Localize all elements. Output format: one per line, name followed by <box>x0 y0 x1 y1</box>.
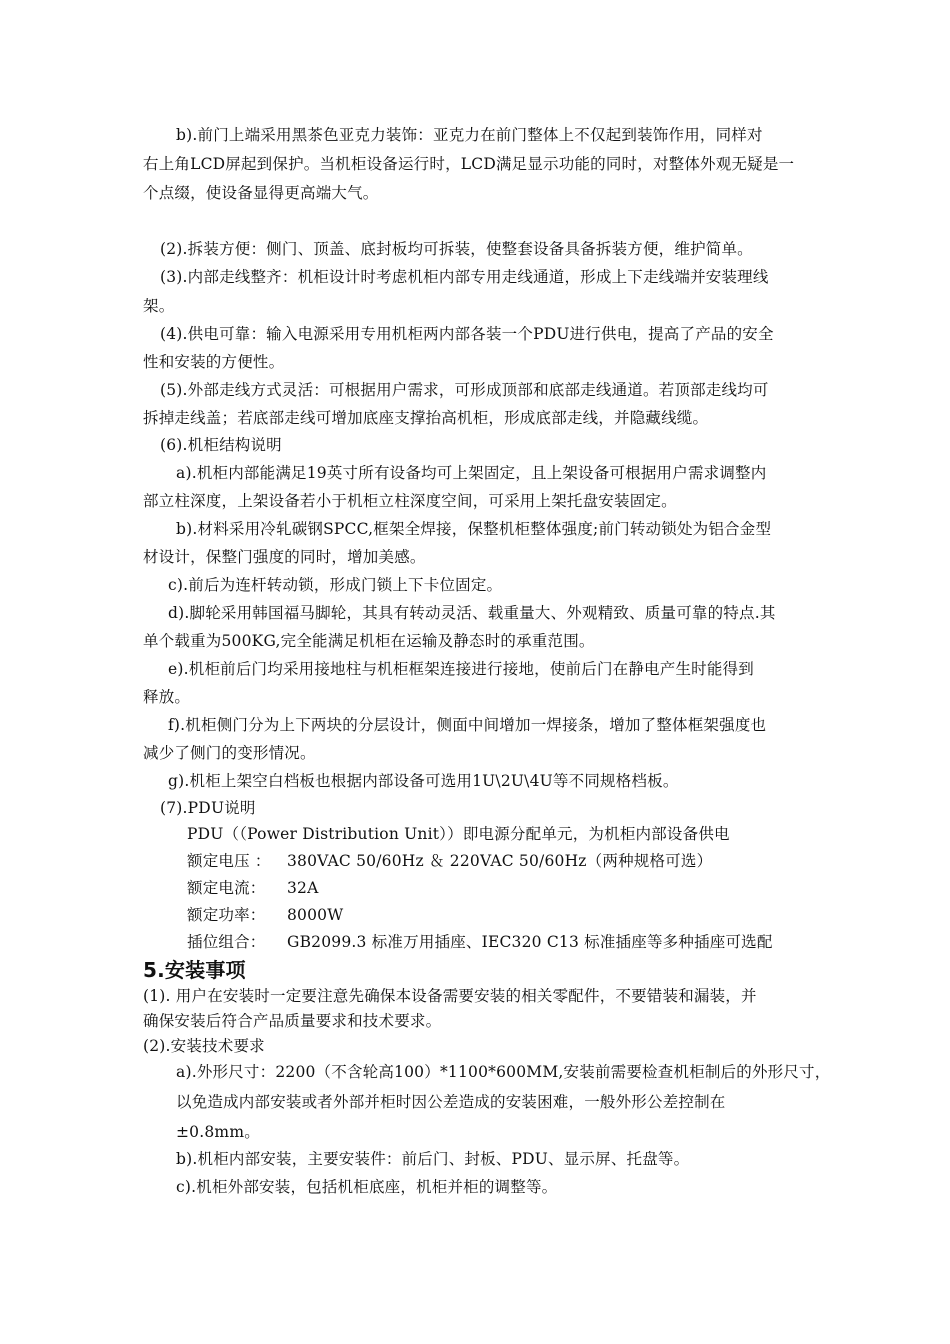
pdu-spec-sockets <box>187 931 773 953</box>
pdu-spec-voltage <box>187 850 712 872</box>
pdu-spec-value: 8000W <box>287 906 344 924</box>
feature-6-title: (6).机柜结构说明 <box>160 436 282 454</box>
pdu-spec-value: GB2099.3 标准万用插座、IEC320 C13 标准插座等多种插座可选配 <box>287 933 773 951</box>
feature-2: (2).拆装方便：侧门、顶盖、底封板均可拆装，使整套设备具备拆装方便，维护简单。 <box>160 240 753 258</box>
install-2a-line-1: a).外形尺寸：2200（不含轮高100）*1100*600MM,安装前需要检查机柜制后的外形尺寸， <box>176 1063 831 1081</box>
pdu-spec-current <box>187 877 319 899</box>
door-paragraph-line-1: b).前门上端采用黑茶色亚克力装饰：亚克力在前门整体上不仅起到装饰作用，同样对 <box>176 126 763 144</box>
install-2b: b).机柜内部安装，主要安装件：前后门、封板、PDU、显示屏、托盘等。 <box>176 1150 690 1168</box>
feature-6d-line-1: d).脚轮采用韩国福马脚轮，其具有转动灵活、载重量大、外观精致、质量可靠的特点.其 <box>168 604 776 622</box>
pdu-spec-key: 额定电流： <box>187 879 266 897</box>
pdu-spec-value: 380VAC 50/60Hz ＆ 220VAC 50/60Hz（两种规格可选） <box>287 852 713 870</box>
feature-6d-line-2: 单个载重为500KG,完全能满足机柜在运输及静态时的承重范围。 <box>143 632 595 650</box>
install-2a-line-3: ±0.8mm。 <box>176 1123 260 1141</box>
pdu-spec-key: 插位组合： <box>187 933 266 951</box>
feature-6c: c).前后为连杆转动锁，形成门锁上下卡位固定。 <box>168 576 503 594</box>
feature-6b-line-1: b).材料采用冷轧碳钢SPCC,框架全焊接，保整机柜整体强度;前门转动锁处为铝合金型 <box>176 520 772 538</box>
feature-3-line-1: (3).内部走线整齐：机柜设计时考虑机柜内部专用走线通道，形成上下走线端并安装理线 <box>160 268 769 286</box>
pdu-spec-key: 额定功率： <box>187 906 266 924</box>
door-paragraph-line-3: 个点缀，使设备显得更高端大气。 <box>143 184 379 202</box>
feature-6f-line-2: 减少了侧门的变形情况。 <box>143 744 316 762</box>
feature-6g: g).机柜上架空白档板也根据内部设备可选用1U\2U\4U等不同规格档板。 <box>168 772 679 790</box>
install-1-line-2: 确保安装后符合产品质量要求和技术要求。 <box>143 1012 442 1030</box>
install-heading: 5.安装事项 <box>143 958 246 982</box>
feature-7-title: (7).PDU说明 <box>160 799 256 817</box>
feature-6f-line-1: f).机柜侧门分为上下两块的分层设计，侧面中间增加一焊接条，增加了整体框架强度也 <box>168 716 767 734</box>
feature-5-line-1: (5).外部走线方式灵活：可根据用户需求，可形成顶部和底部走线通道。若顶部走线均可 <box>160 381 769 399</box>
pdu-spec-power <box>187 904 343 926</box>
install-2a-line-2: 以免造成内部安装或者外部并柜时因公差造成的安装困难，一般外形公差控制在 <box>176 1093 726 1111</box>
feature-5-line-2: 拆掉走线盖；若底部走线可增加底座支撑抬高机柜，形成底部走线，并隐藏线缆。 <box>143 409 709 427</box>
feature-3-line-2: 架。 <box>143 297 175 315</box>
feature-6b-line-2: 材设计，保整门强度的同时，增加美感。 <box>143 548 426 566</box>
pdu-intro: PDU（（Power Distribution Unit））即电源分配单元，为机柜内部设备供电 <box>187 825 730 843</box>
install-2-title: (2).安装技术要求 <box>143 1037 265 1055</box>
pdu-spec-key: 额定电压 ： <box>187 852 271 870</box>
door-paragraph-line-2: 右上角LCD屏起到保护。当机柜设备运行时，LCD满足显示功能的同时，对整体外观无疑是一 <box>143 155 795 173</box>
feature-6e-line-2: 释放。 <box>143 688 191 706</box>
install-2c: c).机柜外部安装，包括机柜底座，机柜并柜的调整等。 <box>176 1178 558 1196</box>
feature-6a-line-2: 部立柱深度，上架设备若小于机柜立柱深度空间，可采用上架托盘安装固定。 <box>143 492 677 510</box>
feature-4-line-2: 性和安装的方便性。 <box>143 353 285 371</box>
feature-6e-line-1: e).机柜前后门均采用接地柱与机柜框架连接进行接地，使前后门在静电产生时能得到 <box>168 660 754 678</box>
pdu-spec-value: 32A <box>287 879 319 897</box>
feature-4-line-1: (4).供电可靠：输入电源采用专用机柜两内部各装一个PDU进行供电，提高了产品的安全 <box>160 325 774 343</box>
feature-6a-line-1: a).机柜内部能满足19英寸所有设备均可上架固定，且上架设备可根据用户需求调整内 <box>176 464 767 482</box>
install-1-line-1: (1). 用户在安装时一定要注意先确保本设备需要安装的相关零配件，不要错装和漏装，并 <box>143 987 757 1005</box>
